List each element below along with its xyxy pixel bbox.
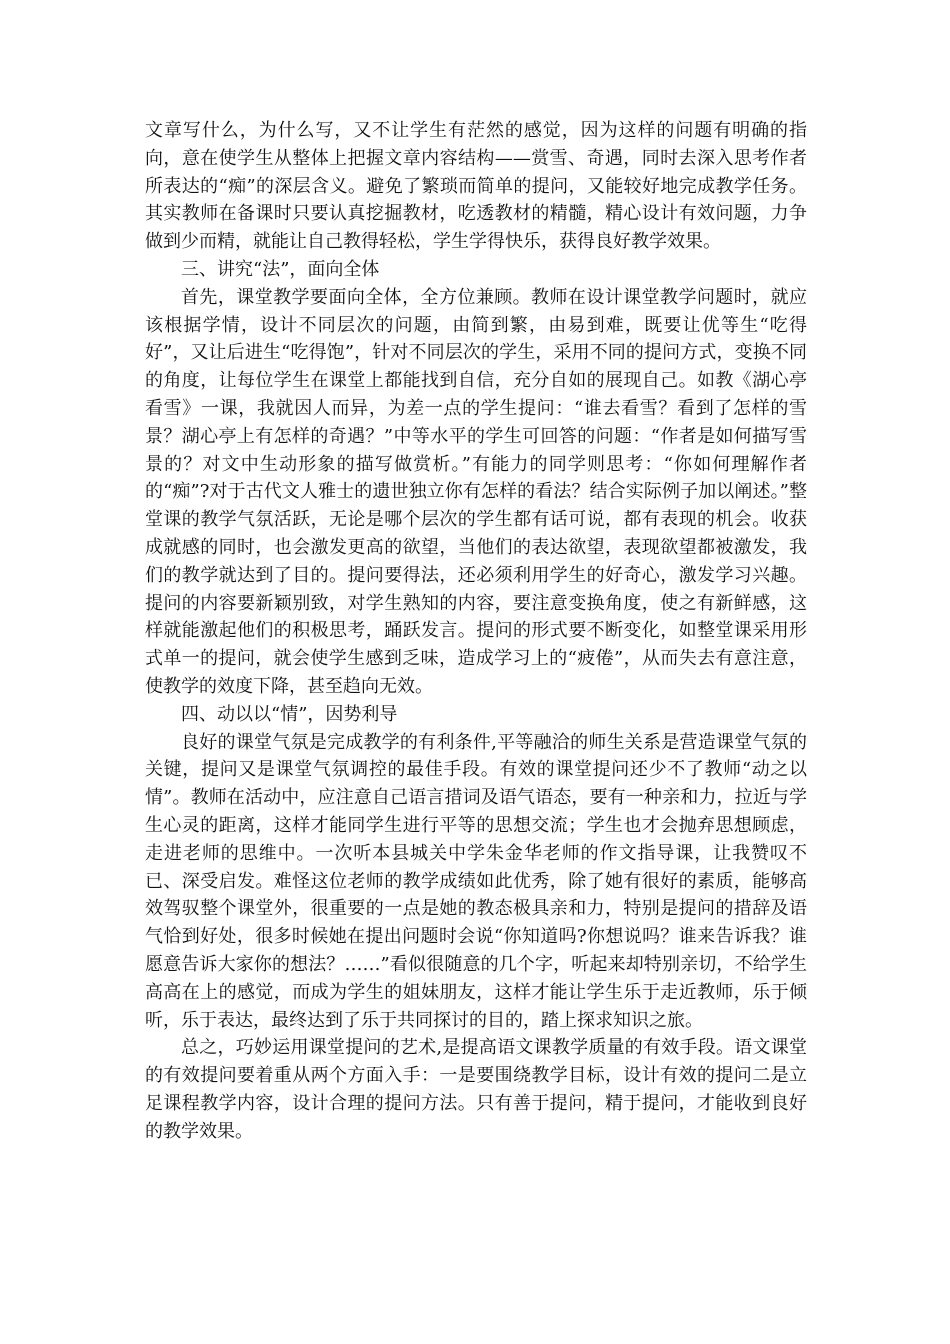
section-heading-4: 四、动以以“情”，因势利导: [181, 703, 398, 725]
paragraph-body: 首先，课堂教学要面向全体，全方位兼顾。教师在设计课堂教学问题时，就应该根据学情，设计不同层次的问题，由简到繁，由易到难，既要让优等生“吃得好”，又让后进生“吃得饱”，针对不同层次的学生，采用不同的提问方式，变换不同的角度，让每位学生在课堂上都能找到自信，充分自如的展现自己。如教《湖心亭看雪》一课，我就因人而异，为差一点的学生提问：“谁去看雪？看到了怎样的雪景？湖心亭上有怎样的奇遇？”中等水平的学生可回答的问题：“作者是如何描写雪景的？对文中生动形象的描写做赏析。”有能力的同学则思考：“你如何理解作者的“痴”?对于古代文人雅士的遗世独立你有怎样的看法？结合实际例子加以阐述。”整堂课的教学气氛活跃，无论是哪个层次的学生都有话可说，都有表现的机会。收获成就感的同时，也会激发更高的欲望，当他们的表达欲望，表现欲望都被激发，我们的教学就达到了目的。提问要得法，还必须利用学生的好奇心，激发学习兴趣。提问的内容要新颖别致，对学生熟知的内容，要注意变换角度，使之有新鲜感，这样就能激起他们的积极思考，踊跃发言。提问的形式要不断变化，如整堂课采用形式单一的提问，就会使学生感到乏味，造成学习上的“疲倦”，从而失去有意注意，使教学的效度下降，甚至趋向无效。: [145, 286, 807, 697]
paragraph-body: 良好的课堂气氛是完成教学的有利条件,平等融洽的师生关系是营造课堂气氛的关键，提问又是课堂气氛调控的最佳手段。有效的课堂提问还少不了教师“动之以情”。教师在活动中，应注意自己语言措词及语气语态，要有一种亲和力，拉近与学生心灵的距离，这样才能同学生进行平等的思想交流；学生也才会抛弃思想顾虑，走进老师的思维中。一次听本县城关中学朱金华老师的作文指导课，让我赞叹不已、深受启发。难怪这位老师的教学成绩如此优秀，除了她有很好的素质，能够高效驾驭整个课堂外，很重要的一点是她的教态极具亲和力，特别是提问的措辞及语气恰到好处，很多时候她在提出问题时会说“你知道吗?你想说吗？谁来告诉我？谁愿意告诉大家你的想法？……”看似很随意的几个字，听起来却特别亲切，不给学生高高在上的感觉，而成为学生的姐妹朋友，这样才能让学生乐于走近教师，乐于倾听，乐于表达，最终达到了乐于共同探讨的目的，踏上探求知识之旅。: [145, 731, 807, 1031]
paragraph-conclusion: 总之，巧妙运用课堂提问的艺术,是提高语文课教学质量的有效手段。语文课堂的有效提问要着重从两个方面入手：一是要围绕教学目标，设计有效的提问二是立足课程教学内容，设计合理的提问方法。只有善于提问，精于提问，才能收到良好的教学效果。: [145, 1037, 807, 1142]
document-body: [145, 117, 807, 1145]
section-heading-3: 三、讲究“法”，面向全体: [181, 258, 380, 280]
paragraph-continuation: 文章写什么，为什么写，又不让学生有茫然的感觉，因为这样的问题有明确的指向，意在使学生从整体上把握文章内容结构——赏雪、奇遇，同时去深入思考作者所表达的“痴”的深层含义。避免了繁琐而简单的提问，又能较好地完成教学任务。其实教师在备课时只要认真挖掘教材，吃透教材的精髓，精心设计有效问题，力争做到少而精，就能让自己教得轻松，学生学得快乐，获得良好教学效果。: [145, 120, 807, 253]
